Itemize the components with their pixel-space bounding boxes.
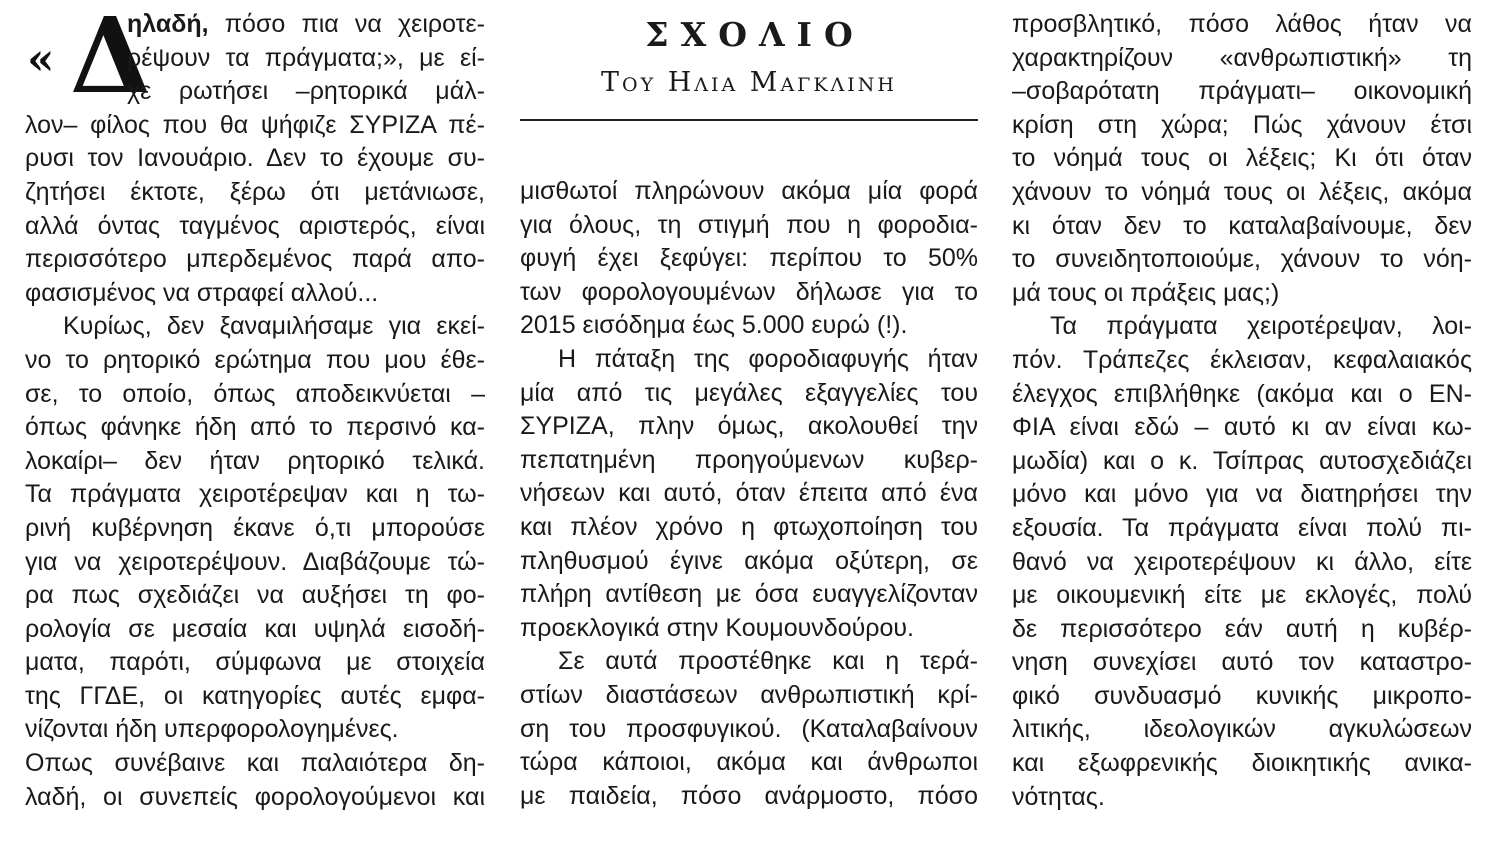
article-text-line: για να χειροτερέψουν. Διαβάζουμε τώ- [25, 547, 485, 576]
article-text-line: για όλους, τη στιγμή που η φοροδια- [520, 210, 978, 239]
article-text-line: λιτικής, ιδεολογικών αγκυλώσεων [1012, 715, 1472, 744]
article-text-line: Σε αυτά προστέθηκε και η τερά- [558, 647, 978, 676]
article-text-line: με οικουμενική είτε με εκλογές, πολύ [1012, 581, 1472, 610]
article-text-line: φικό συνδυασμό κυνικής μικροπο- [1012, 681, 1472, 710]
article-text-line: ρινή κυβέρνηση έκανε ό,τι μπορούσε [25, 513, 485, 542]
lead-bold-word: ηλαδή, [127, 10, 209, 38]
article-column-2 [520, 175, 978, 813]
article-text-line: και εξωφρενικής διοικητικής ανικα- [1012, 749, 1472, 778]
header-rule [520, 119, 978, 121]
article-text-line: της ΓΓΔΕ, οι κατηγορίες αυτές εμφα- [25, 681, 485, 710]
article-text-line: στίων διαστάσεων ανθρωπιστική κρί- [520, 680, 978, 709]
article-text-line: λοκαίρι– δεν ήταν ρητορικό τελικά. [25, 446, 485, 475]
article-text-line: ματα, παρότι, σύμφωνα με στοιχεία [25, 648, 485, 677]
article-text-line: σε, το οποίο, όπως αποδεικνύεται – [25, 379, 485, 408]
article-text-line: λον– φίλος που θα ψήφιζε ΣΥΡΙΖΑ πέ- [25, 110, 485, 139]
article-text-line: –σοβαρότατη πράγματι– οικονομική [1012, 77, 1472, 106]
article-text-line: ρα πως σχεδιάζει να αυξήσει τη φο- [25, 581, 485, 610]
article-text-line: με παιδεία, πόσο ανάρμοστο, πόσο [520, 781, 978, 810]
article-text-line: Κυρίως, δεν ξαναμιλήσαμε για εκεί- [63, 312, 485, 341]
opening-quote-mark: « [27, 34, 55, 85]
article-text-line: αλλά όντας ταγμένος αριστερός, είναι [25, 211, 485, 240]
article-text-line: νίζονται ήδη υπερφορολογημένες. [25, 715, 399, 744]
section-title: ΣΧΟΛΙΟ [645, 15, 865, 54]
article-text-line: όπως φάνηκε ήδη από το περσινό κα- [25, 413, 485, 442]
article-text-line: ση του προσφυγικού. (Καταλαβαίνουν [520, 714, 978, 743]
article-text-line: το νόημά τους οι λέξεις; Κι ότι όταν [1012, 144, 1472, 173]
article-text-line: έλεγχος επιβλήθηκε (ακόμα και ο ΕΝ- [1012, 379, 1472, 408]
article-text-line: εξουσία. Τα πράγματα είναι πολύ πι- [1012, 513, 1472, 542]
article-text-line: νότητας. [1012, 782, 1105, 811]
article-text-line: τώρα κάποιοι, ακόμα και άνθρωποι [520, 748, 978, 777]
article-text-line: ΣΥΡΙΖΑ, πλην όμως, ακολουθεί την [520, 412, 978, 441]
article-text-line: χάνουν το νόημά τους οι λέξεις, ακόμα [1012, 177, 1472, 206]
article-text-line: νο το ρητορικό ερώτημα που μου έθε- [25, 345, 485, 374]
article-text-line: ρέψουν τα πράγματα;», με εί- [127, 43, 485, 72]
article-text-line: πλήρη αντίθεση με όσα ευαγγελίζονταν [520, 580, 978, 609]
article-text-line: φυγή έχει ξεφύγει: περίπου το 50% [520, 244, 978, 273]
article-text-line: πληθυσμού έγινε ακόμα οξύτερη, σε [520, 546, 978, 575]
article-text-line: πόν. Τράπεζες έκλεισαν, κεφαλαιακός [1012, 345, 1472, 374]
article-text-line: ηλαδή, πόσο πια να χειροτε- [127, 10, 485, 38]
article-text-line: ρολογία σε μεσαία και υψηλά εισοδή- [25, 614, 485, 643]
article-text-line: φασισμένος να στραφεί αλλού... [25, 278, 379, 307]
article-text-line: Τα πράγματα χειροτέρεψαν, λοι- [1050, 312, 1472, 341]
article-text-line: το συνειδητοποιούμε, χάνουν το νόη- [1012, 245, 1472, 274]
article-text-line: μωδία) και ο κ. Τσίπρας αυτοσχεδιάζει [1012, 446, 1472, 475]
article-column-1 [25, 8, 485, 814]
article-column-3 [1012, 8, 1472, 814]
article-text-line: μία από τις μεγάλες εξαγγελίες του [520, 378, 978, 407]
article-text-line: ΦΙΑ είναι εδώ – αυτό κι αν είναι κω- [1012, 413, 1472, 442]
article-text-line: Οπως συνέβαινε και παλαιότερα δη- [25, 749, 485, 778]
column-header [520, 10, 978, 106]
article-text-line: θανό να χειροτερέψουν κι άλλο, είτε [1012, 547, 1472, 576]
drop-cap-letter: Δ [70, 0, 151, 117]
article-text-line: κρίση στη χώρα; Πώς χάνουν έτσι [1012, 110, 1472, 139]
article-text-line: των φορολογουμένων δήλωσε για το [520, 277, 978, 306]
article-text-line: νήσεων και αυτό, όταν έπειτα από ένα [520, 479, 978, 508]
article-text-line: και πλέον χρόνο η φτωχοποίηση του [520, 512, 978, 541]
article-text-line: μά τους οι πράξεις μας;) [1012, 278, 1280, 307]
article-text-line: ρυσι τον Ιανουάριο. Δεν το έχουμε συ- [25, 144, 485, 173]
article-text-line: πεπατημένη προηγούμενων κυβερ- [520, 445, 978, 474]
article-text-line: ζητήσει έκτοτε, ξέρω ότι μετάνιωσε, [25, 177, 485, 206]
article-text-line: λαδή, οι συνεπείς φορολογούμενοι και [25, 782, 485, 811]
article-text-line: χε ρωτήσει –ρητορικά μάλ- [127, 77, 485, 106]
article-text-line: Η πάταξη της φοροδιαφυγής ήταν [558, 344, 978, 373]
article-text-line: νηση συνεχίσει αυτό τον καταστρο- [1012, 648, 1472, 677]
article-text-line: δε περισσότερο εάν αυτή η κυβέρ- [1012, 614, 1472, 643]
article-text-line: 2015 εισόδημα έως 5.000 ευρώ (!). [520, 311, 908, 340]
author-byline: Του Ηλια Μαγκλινη [601, 67, 897, 98]
article-text-line: προσβλητικό, πόσο λάθος ήταν να [1012, 10, 1472, 38]
article-text-line: κι όταν δεν το καταλαβαίνουμε, δεν [1012, 211, 1472, 240]
article-text-line: προεκλογικά στην Κουμουνδούρου. [520, 613, 915, 642]
article-text-line: χαρακτηρίζουν «ανθρωπιστική» τη [1012, 43, 1472, 72]
article-text-line: μισθωτοί πληρώνουν ακόμα μία φορά [520, 177, 978, 205]
article-text-line: περισσότερο μπερδεμένος παρά απο- [25, 245, 485, 274]
article-text-line: Τα πράγματα χειροτέρεψαν και η τω- [25, 480, 485, 509]
article-text-line: μόνο και μόνο για να διατηρήσει την [1012, 480, 1472, 509]
